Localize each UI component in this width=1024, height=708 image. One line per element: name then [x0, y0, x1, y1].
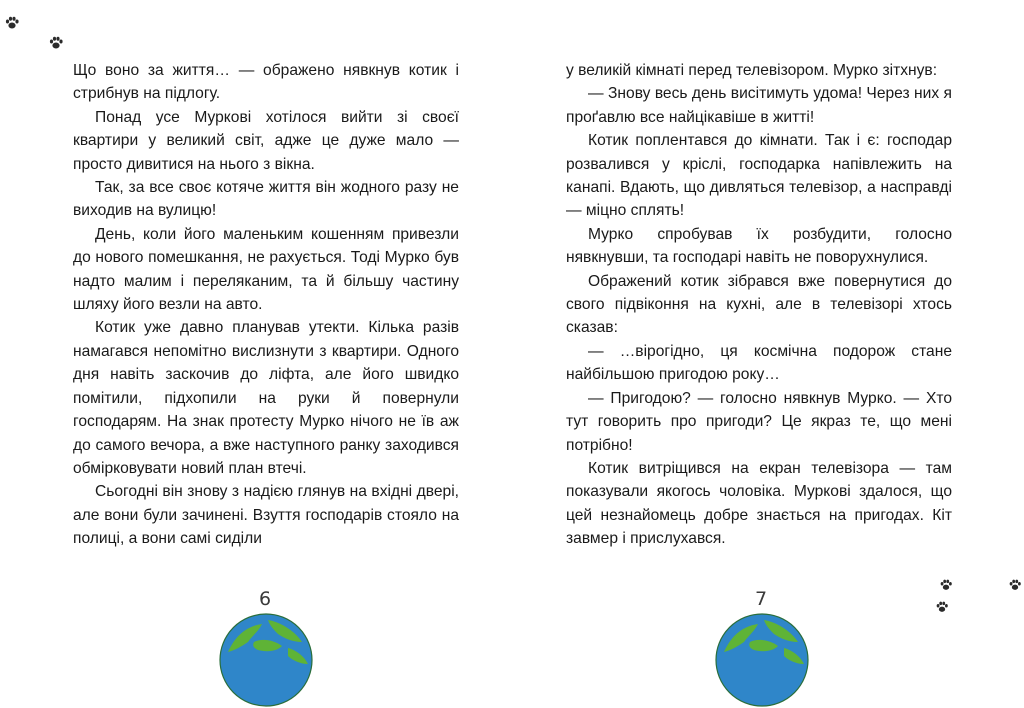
left-page	[0, 0, 512, 647]
paragraph: Котик уже давно планував утекти. Кілька разів намагався непомітно вислизнути з квартири. Одного дня навіть заскочив до ліфта, але його швидко помітили, підхопили на руки й повернули господарям. На знак протесту Мурко нічого не їв аж до самого вечора, а вже наступного ранку заходився обмірковувати новий план втечі.	[73, 319, 459, 477]
paragraph: — Пригодою? — голосно нявкнув Мурко. — Хто тут говорить про пригоди? Це якраз те, що мені потрібно!	[566, 389, 952, 454]
paw-print-icon	[935, 600, 949, 614]
left-page-text	[73, 59, 459, 551]
paragraph: Котик витріщився на екран телевізора — там показували якогось чоловіка. Муркові здалося, що цей незнайомець добре знається на пригодах. Кіт завмер і прислухався.	[566, 459, 952, 548]
right-page	[512, 0, 1024, 647]
page-number: 6	[258, 588, 272, 610]
paragraph: День, коли його маленьким кошенням привезли до нового помешкання, не рахується. Тоді Мурко був надто малим і переляканим, та й більшу частину шляху його везли на авто.	[73, 225, 459, 314]
paw-print-icon	[48, 35, 64, 51]
paw-print-icon	[939, 578, 953, 592]
paragraph: Котик поплентався до кімнати. Так і є: господар розвалився у кріслі, господарка напівлежить на канапі. Вдають, що дивляться телевізор, а насправді — міцно сплять!	[566, 132, 952, 220]
paragraph: у великій кімнаті перед телевізором. Мурко зітхнув:	[566, 62, 938, 79]
paragraph: Понад усе Муркові хотілося вийти зі своєї квартири у великий світ, адже це дуже мало — просто дивитися на нього з вікна.	[73, 108, 459, 173]
paragraph: Мурко спробував їх розбудити, голосно нявкнувши, та господарі навіть не поворухнулися.	[566, 225, 952, 267]
paragraph: Ображений котик зібрався вже повернутися до свого підвіконня на кухні, але в телевізорі хтось сказав:	[566, 272, 952, 337]
paragraph: — Знову весь день висітимуть удома! Через них я проґавлю все найцікавіше в житті!	[566, 85, 952, 126]
paragraph: Так, за все своє котяче життя він жодного разу не виходив на вулицю!	[73, 179, 459, 220]
earth-globe-icon	[714, 612, 810, 708]
right-page-text	[566, 59, 952, 551]
page-number: 7	[754, 588, 768, 610]
paw-print-icon	[1008, 578, 1022, 592]
earth-globe-icon	[218, 612, 314, 708]
paragraph: Сьогодні він знову з надією глянув на вхідні двері, але вони були зачинені. Взуття господарів стояло на полиці, а вони самі сиділи	[73, 483, 459, 548]
paw-print-icon	[4, 15, 20, 31]
paragraph: — …вірогідно, ця космічна подорож стане найбільшою пригодою року…	[566, 342, 952, 384]
paragraph: Що воно за життя… — ображено нявкнув котик і стрибнув на підлогу.	[73, 62, 459, 103]
